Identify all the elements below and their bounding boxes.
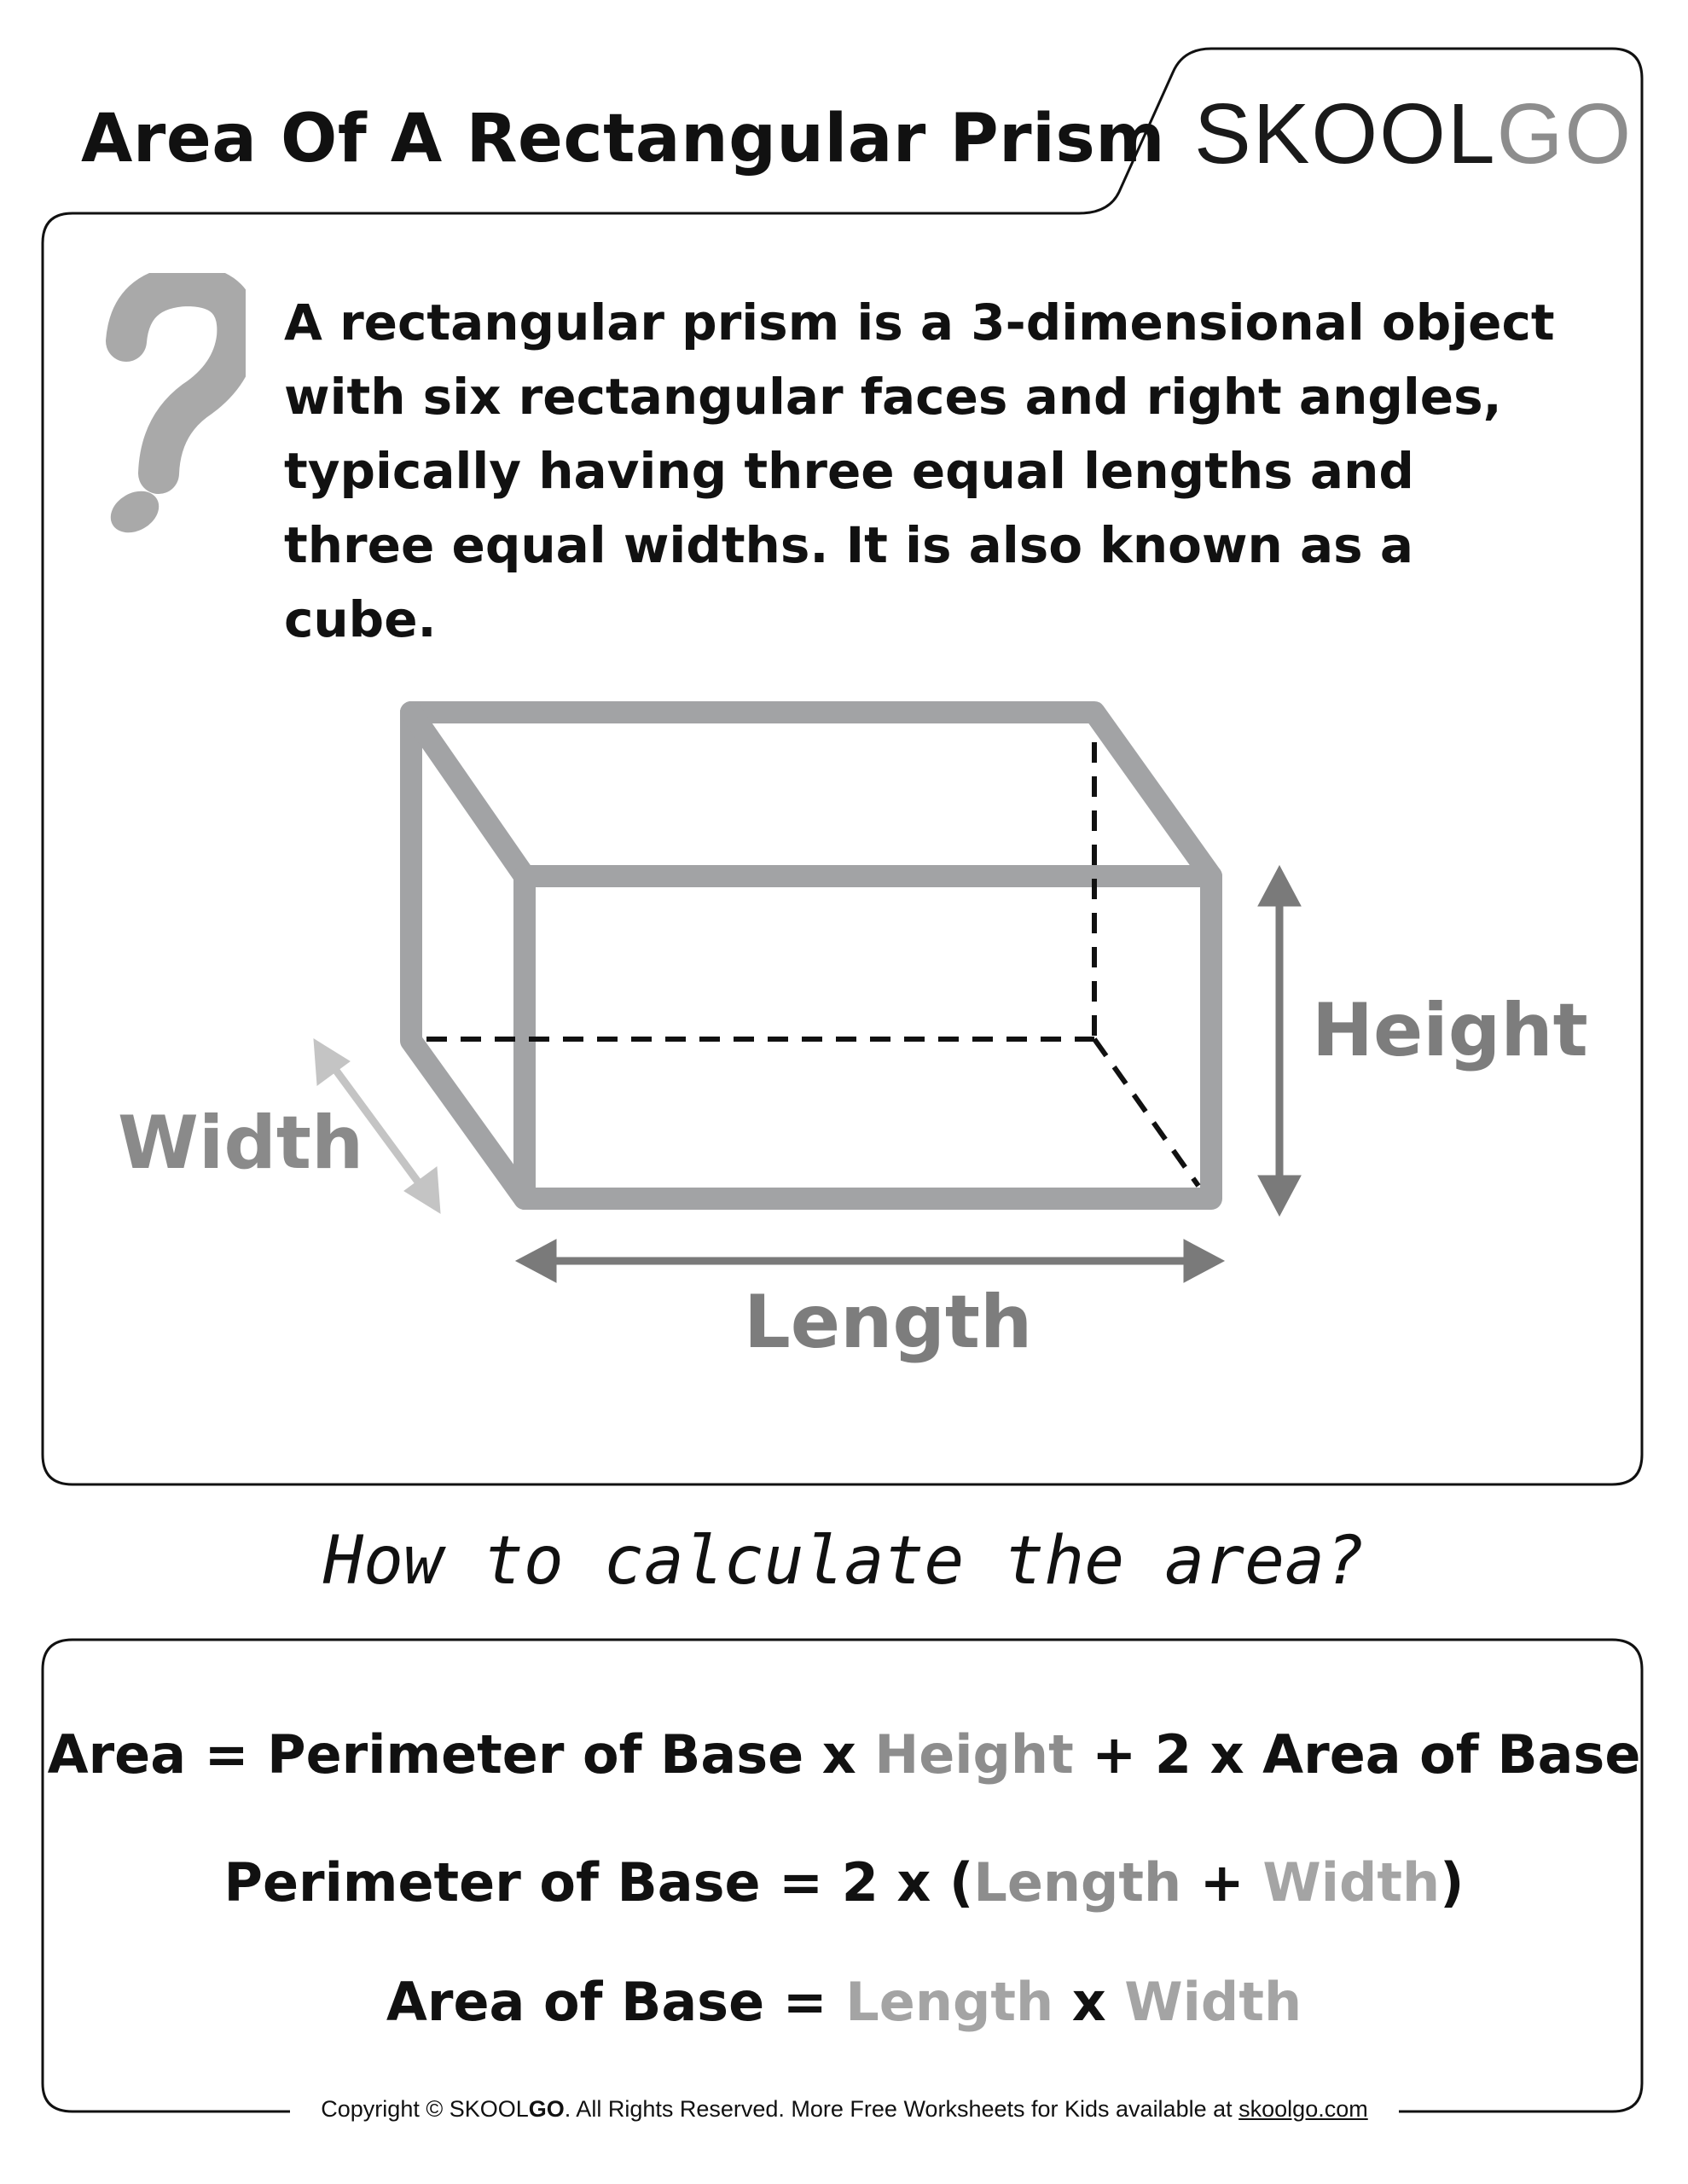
hidden-edges bbox=[426, 742, 1198, 1186]
formula-length-term: Length bbox=[845, 1971, 1054, 2033]
formula-text: + bbox=[1181, 1851, 1263, 1914]
footer-copyright bbox=[290, 2096, 1399, 2123]
perimeter-formula bbox=[44, 1851, 1644, 1914]
area-formula bbox=[44, 1723, 1644, 1786]
formula-width-term: Width bbox=[1124, 1971, 1302, 2033]
question-heading: How to calculate the area? bbox=[323, 1523, 1365, 1600]
footer-text: Copyright © SKOOL bbox=[321, 2096, 529, 2122]
length-arrow bbox=[516, 1240, 1224, 1282]
logo-text-go: GO bbox=[1496, 86, 1633, 182]
definition-text: A rectangular prism is a 3-dimensional object with six rectangular faces and right angles, typically having three equal lengths and three equal widths. It is also known as a cube. bbox=[284, 293, 1555, 648]
base-area-formula bbox=[44, 1971, 1644, 2033]
formula-text: Perimeter of Base = 2 x ( bbox=[223, 1851, 974, 1914]
footer-link[interactable]: skoolgo.com bbox=[1238, 2096, 1368, 2122]
footer-brand: GO bbox=[528, 2096, 565, 2122]
height-label: Height bbox=[1312, 988, 1588, 1073]
footer-text: . All Rights Reserved. More Free Worksheets for Kids available at bbox=[564, 2096, 1239, 2122]
logo-text-skool: SKOOL bbox=[1194, 86, 1497, 182]
formula-text: Area of Base = bbox=[386, 1971, 846, 2033]
formula-width-term: Width bbox=[1262, 1851, 1441, 1914]
height-arrow bbox=[1258, 866, 1301, 1216]
formula-height-term: Height bbox=[874, 1723, 1074, 1786]
page-title: Area Of A Rectangular Prism bbox=[81, 101, 1166, 177]
formula-text: x bbox=[1053, 1971, 1125, 2033]
formula-length-term: Length bbox=[973, 1851, 1182, 1914]
prism-shape bbox=[411, 712, 1211, 1199]
formula-text: ) bbox=[1440, 1851, 1465, 1914]
width-label: Width bbox=[118, 1101, 364, 1186]
length-label: Length bbox=[744, 1280, 1033, 1365]
formula-text: + 2 x Area of Base bbox=[1073, 1723, 1641, 1786]
formula-text: Area = Perimeter of Base x bbox=[47, 1723, 875, 1786]
